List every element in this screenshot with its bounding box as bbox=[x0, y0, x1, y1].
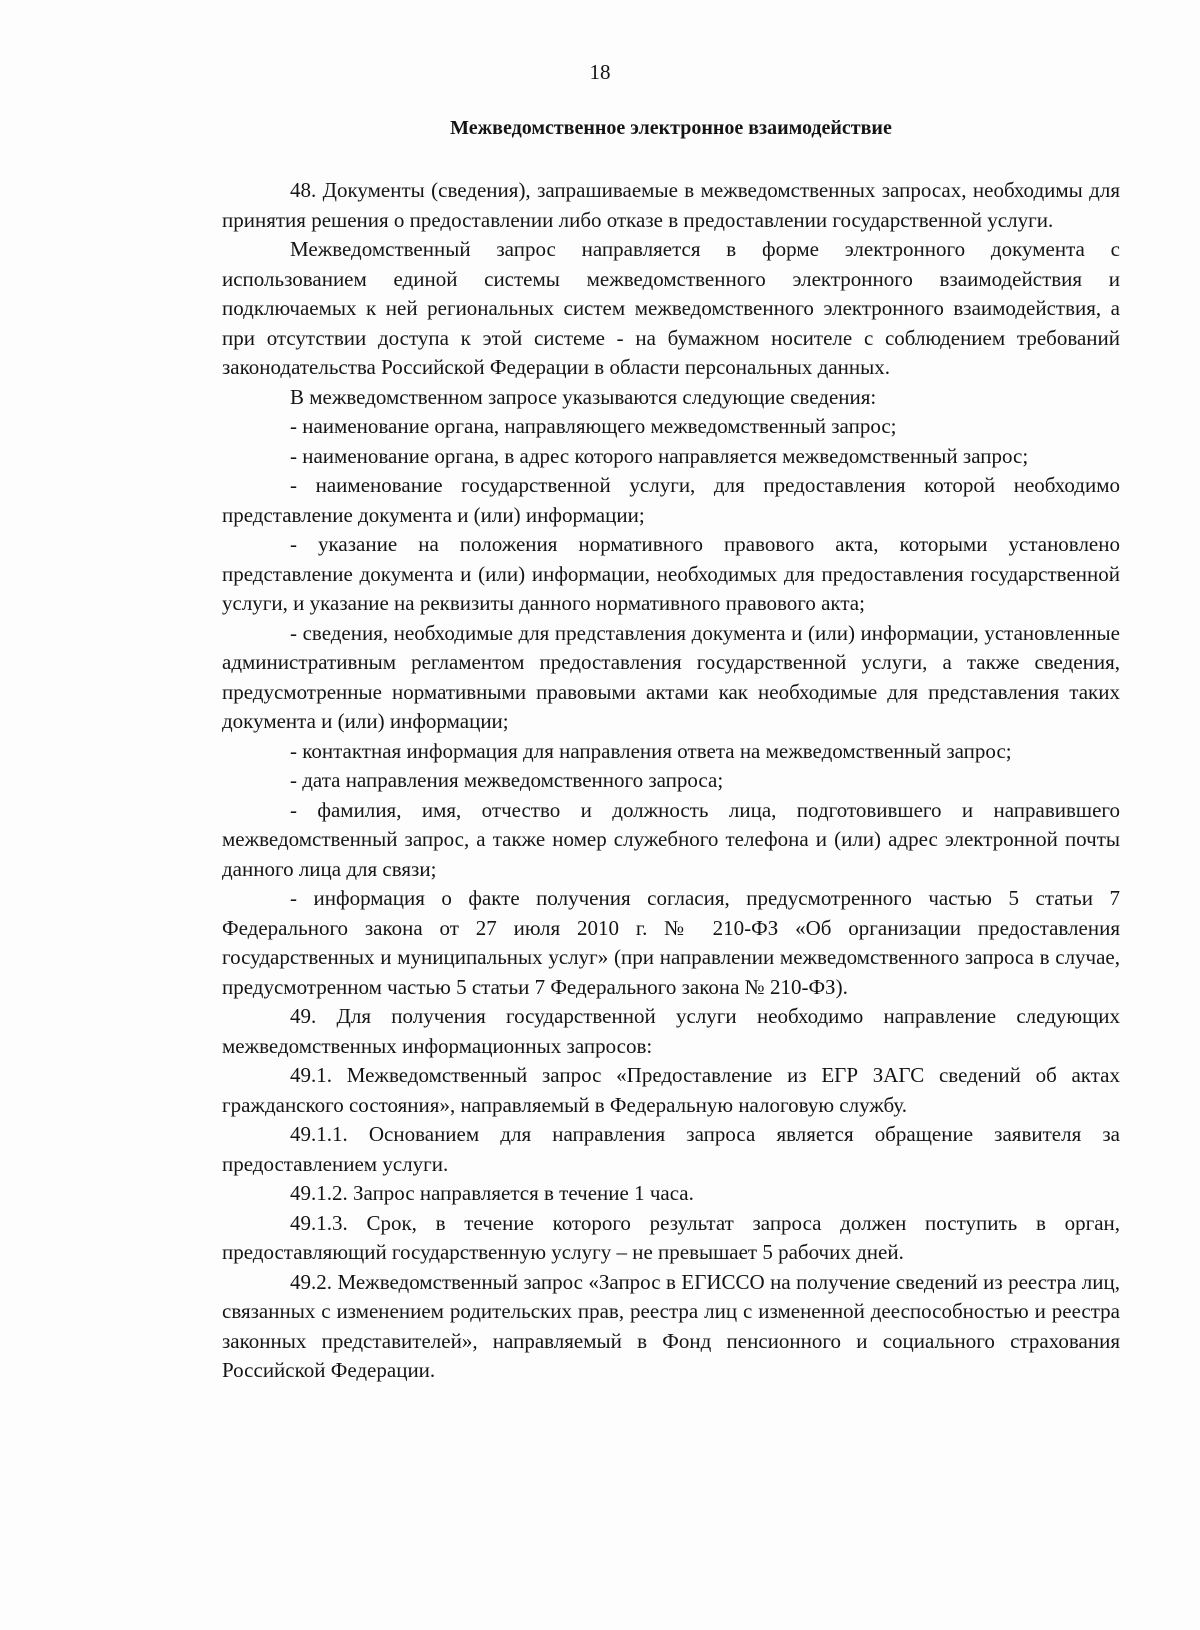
paragraph: 49.1. Межведомственный запрос «Предоставление из ЕГР ЗАГС сведений об актах гражданского состояния», направляемый в Федеральную налоговую службу. bbox=[222, 1063, 1120, 1117]
section-title: Межведомственное электронное взаимодействие bbox=[450, 117, 892, 139]
list-item: - сведения, необходимые для представления документа и (или) информации, установленные административным регламентом предоставления государственной услуги, а также сведения, предусмотренные нормативными правовыми актами как необходимые для представления таких документа и (или) информации; bbox=[222, 620, 1120, 733]
paragraph: 49.1.3. Срок, в течение которого результат запроса должен поступить в орган, предоставляющий государственную услугу – не превышает 5 рабочих дней. bbox=[222, 1210, 1120, 1264]
paragraph: 49.1.2. Запрос направляется в течение 1 часа. bbox=[290, 1181, 694, 1205]
document-body bbox=[222, 176, 1120, 1386]
paragraph: В межведомственном запросе указываются следующие сведения: bbox=[290, 384, 877, 409]
list-item: - наименование органа, в адрес которого направляется межведомственный запрос; bbox=[290, 443, 1029, 468]
paragraph: Межведомственный запрос направляется в форме электронного документа с использованием единой системы межведомственного электронного взаимодействия и подключаемых к ней региональных систем межведомственного электронного взаимодействия, а при отсутствии доступа к этой системе - на бумажном носителе с соблюдением требований законодательства Российской Федерации в области персональных данных. bbox=[222, 237, 1120, 379]
list-item: - наименование органа, направляющего межведомственный запрос; bbox=[290, 414, 897, 438]
list-item: - информация о факте получения согласия, предусмотренного частью 5 статьи 7 Федерального закона от 27 июля 2010 г. № 210-ФЗ «Об организации предоставления государственных и муниципальных услуг» (при направлении межведомственного запроса в случае, предусмотренном частью 5 статьи 7 Федерального закона № 210-ФЗ). bbox=[222, 886, 1120, 999]
paragraph: 48. Документы (сведения), запрашиваемые в межведомственных запросах, необходимы для принятия решения о предоставлении либо отказе в предоставлении государственной услуги. bbox=[222, 178, 1120, 232]
list-item: - дата направления межведомственного запроса; bbox=[290, 768, 724, 792]
paragraph: 49.1.1. Основанием для направления запроса является обращение заявителя за предоставлением услуги. bbox=[222, 1122, 1120, 1176]
list-item: - наименование государственной услуги, для предоставления которой необходимо представление документа и (или) информации; bbox=[222, 473, 1120, 527]
list-item: - указание на положения нормативного правового акта, которыми установлено представление документа и (или) информации, необходимых для предоставления государственной услуги, и указание на реквизиты данного нормативного правового акта; bbox=[222, 532, 1120, 615]
list-item: - контактная информация для направления ответа на межведомственный запрос; bbox=[290, 738, 1012, 763]
paragraph: 49.2. Межведомственный запрос «Запрос в ЕГИССО на получение сведений из реестра лиц, связанных с изменением родительских прав, реестра лиц с измененной дееспособностью и реестра законных представителей», направляемый в Фонд пенсионного и социального страхования Российской Федерации. bbox=[222, 1269, 1120, 1382]
page-number: 18 bbox=[589, 60, 611, 84]
paragraph: 49. Для получения государственной услуги необходимо направление следующих межведомственных информационных запросов: bbox=[222, 1004, 1120, 1058]
list-item: - фамилия, имя, отчество и должность лица, подготовившего и направившего межведомственный запрос, а также номер служебного телефона и (или) адрес электронной почты данного лица для связи; bbox=[222, 797, 1120, 881]
